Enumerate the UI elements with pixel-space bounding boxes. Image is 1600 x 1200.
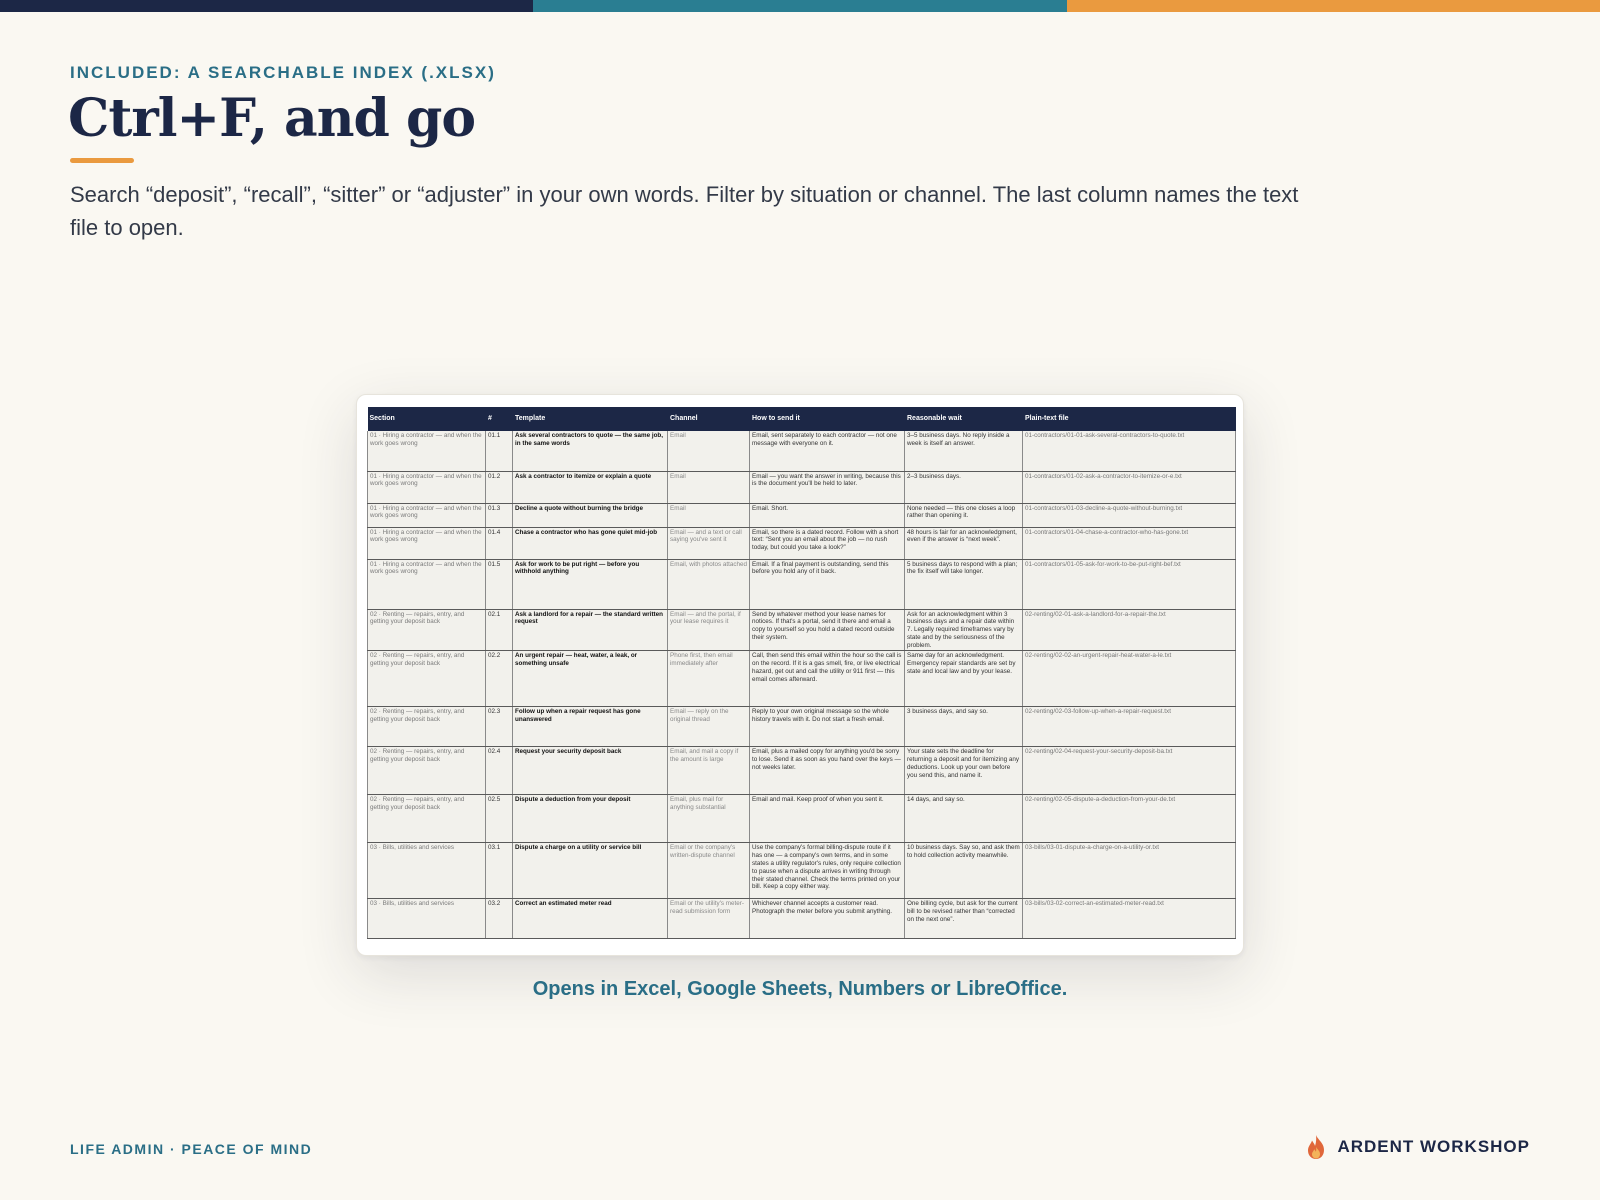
cell-how: Email, sent separately to each contractor — not one message with everyone on it.	[750, 431, 905, 471]
table-row	[368, 503, 1236, 527]
cell-section: 01 · Hiring a contractor — and when the work goes wrong	[368, 503, 486, 527]
cell-num: 03.1	[486, 843, 513, 899]
cell-template: Chase a contractor who has gone quiet mid-job	[513, 527, 668, 559]
sheet-column-header: Plain-text file	[1023, 407, 1236, 431]
cell-template: Request your security deposit back	[513, 747, 668, 795]
cell-num: 01.3	[486, 503, 513, 527]
cell-channel: Email	[668, 431, 750, 471]
cell-channel: Phone first, then email immediately after	[668, 651, 750, 707]
cell-template: Correct an estimated meter read	[513, 899, 668, 939]
title-underline	[70, 158, 134, 163]
cell-file: 02-renting/02-01-ask-a-landlord-for-a-repair-the.txt	[1023, 609, 1236, 651]
cell-file: 03-bills/03-01-dispute-a-charge-on-a-utility-or.txt	[1023, 843, 1236, 899]
cell-file: 02-renting/02-03-follow-up-when-a-repair-request.txt	[1023, 707, 1236, 747]
apps-caption: Opens in Excel, Google Sheets, Numbers or LibreOffice.	[532, 978, 1068, 1000]
spreadsheet-preview-card	[356, 394, 1244, 956]
cell-section: 01 · Hiring a contractor — and when the work goes wrong	[368, 559, 486, 609]
sheet-column-header: Reasonable wait	[905, 407, 1023, 431]
top-color-bar	[0, 0, 1600, 12]
cell-section: 02 · Renting — repairs, entry, and getting your deposit back	[368, 747, 486, 795]
cell-section: 01 · Hiring a contractor — and when the work goes wrong	[368, 527, 486, 559]
table-row	[368, 795, 1236, 843]
table-row	[368, 747, 1236, 795]
cell-num: 01.1	[486, 431, 513, 471]
cell-template: Dispute a deduction from your deposit	[513, 795, 668, 843]
sheet-column-header: How to send it	[750, 407, 905, 431]
footer-tagline: LIFE ADMIN · PEACE OF MIND	[70, 1141, 313, 1157]
cell-file: 02-renting/02-04-request-your-security-deposit-ba.txt	[1023, 747, 1236, 795]
cell-num: 02.4	[486, 747, 513, 795]
cell-channel: Email — reply on the original thread	[668, 707, 750, 747]
cell-wait: Ask for an acknowledgment within 3 business days and a repair date within 7. Legally required timeframes vary by state and by the seriousness of the problem.	[905, 609, 1023, 651]
cell-template: Ask several contractors to quote — the same job, in the same words	[513, 431, 668, 471]
cell-how: Email and mail. Keep proof of when you sent it.	[750, 795, 905, 843]
cell-template: Ask a landlord for a repair — the standard written request	[513, 609, 668, 651]
cell-how: Email. If a final payment is outstanding, send this before you hold any of it back.	[750, 559, 905, 609]
table-row	[368, 899, 1236, 939]
cell-num: 02.1	[486, 609, 513, 651]
cell-num: 01.2	[486, 471, 513, 503]
top-bar-orange-segment	[1067, 0, 1600, 12]
cell-template: Ask a contractor to itemize or explain a quote	[513, 471, 668, 503]
cell-section: 01 · Hiring a contractor — and when the work goes wrong	[368, 431, 486, 471]
brand-name: ARDENT WORKSHOP	[1337, 1137, 1530, 1156]
cell-wait: 3 business days, and say so.	[905, 707, 1023, 747]
brand-lockup	[1305, 1134, 1530, 1160]
sheet-body	[368, 431, 1236, 939]
cell-channel: Email	[668, 471, 750, 503]
cell-how: Call, then send this email within the hour so the call is on the record. If it is a gas smell, fire, or live electrical hazard, get out and call the utility or 911 first — this email comes afterward.	[750, 651, 905, 707]
cell-file: 03-bills/03-02-correct-an-estimated-meter-read.txt	[1023, 899, 1236, 939]
cell-channel: Email, plus mail for anything substantial	[668, 795, 750, 843]
top-bar-teal-segment	[533, 0, 1066, 12]
cell-section: 01 · Hiring a contractor — and when the work goes wrong	[368, 471, 486, 503]
table-row	[368, 527, 1236, 559]
cell-template: Ask for work to be put right — before you withhold anything	[513, 559, 668, 609]
cell-how: Email, so there is a dated record. Follow with a short text: “Sent you an email about the job — no rush today, but could you take a look?”	[750, 527, 905, 559]
cell-wait: One billing cycle, but ask for the current bill to be revised rather than “corrected on the next one”.	[905, 899, 1023, 939]
cell-file: 01-contractors/01-04-chase-a-contractor-who-has-gone.txt	[1023, 527, 1236, 559]
sheet-column-header: Section	[368, 407, 486, 431]
cell-num: 03.2	[486, 899, 513, 939]
cell-channel: Email — and a text or call saying you've sent it	[668, 527, 750, 559]
cell-channel: Email, and mail a copy if the amount is large	[668, 747, 750, 795]
cell-num: 02.5	[486, 795, 513, 843]
table-row	[368, 843, 1236, 899]
cell-file: 01-contractors/01-03-decline-a-quote-without-burning.txt	[1023, 503, 1236, 527]
cell-section: 03 · Bills, utilities and services	[368, 843, 486, 899]
cell-template: Dispute a charge on a utility or service bill	[513, 843, 668, 899]
cell-file: 01-contractors/01-02-ask-a-contractor-to-itemize-or-e.txt	[1023, 471, 1236, 503]
cell-wait: 10 business days. Say so, and ask them to hold collection activity meanwhile.	[905, 843, 1023, 899]
table-row	[368, 609, 1236, 651]
cell-template: An urgent repair — heat, water, a leak, or something unsafe	[513, 651, 668, 707]
cell-channel: Email or the company's written-dispute channel	[668, 843, 750, 899]
sheet-column-header: #	[486, 407, 513, 431]
sheet-column-header: Template	[513, 407, 668, 431]
cell-wait: 2–3 business days.	[905, 471, 1023, 503]
cell-wait: 48 hours is fair for an acknowledgment, even if the answer is “next week”.	[905, 527, 1023, 559]
cell-template: Decline a quote without burning the bridge	[513, 503, 668, 527]
cell-how: Whichever channel accepts a customer read. Photograph the meter before you submit anything.	[750, 899, 905, 939]
sheet-header-row	[368, 407, 1236, 431]
cell-section: 02 · Renting — repairs, entry, and getting your deposit back	[368, 707, 486, 747]
cell-num: 01.5	[486, 559, 513, 609]
table-row	[368, 559, 1236, 609]
cell-channel: Email or the utility's meter-read submission form	[668, 899, 750, 939]
flame-icon	[1305, 1134, 1327, 1160]
cell-file: 01-contractors/01-05-ask-for-work-to-be-put-right-bef.txt	[1023, 559, 1236, 609]
cell-file: 02-renting/02-05-dispute-a-deduction-from-your-de.txt	[1023, 795, 1236, 843]
cell-channel: Email, with photos attached	[668, 559, 750, 609]
table-row	[368, 707, 1236, 747]
cell-how: Email. Short.	[750, 503, 905, 527]
table-row	[368, 651, 1236, 707]
table-row	[368, 471, 1236, 503]
cell-how: Email — you want the answer in writing, because this is the document you'll be held to later.	[750, 471, 905, 503]
cell-num: 01.4	[486, 527, 513, 559]
cell-channel: Email — and the portal, if your lease requires it	[668, 609, 750, 651]
cell-file: 02-renting/02-02-an-urgent-repair-heat-water-a-le.txt	[1023, 651, 1236, 707]
top-bar-navy-segment	[0, 0, 533, 12]
cell-wait: None needed — this one closes a loop rather than opening it.	[905, 503, 1023, 527]
cell-file: 01-contractors/01-01-ask-several-contractors-to-quote.txt	[1023, 431, 1236, 471]
cell-num: 02.2	[486, 651, 513, 707]
sheet-column-header: Channel	[668, 407, 750, 431]
eyebrow-label: INCLUDED: A SEARCHABLE INDEX (.XLSX)	[70, 63, 496, 82]
cell-section: 03 · Bills, utilities and services	[368, 899, 486, 939]
cell-section: 02 · Renting — repairs, entry, and getting your deposit back	[368, 651, 486, 707]
cell-how: Reply to your own original message so the whole history travels with it. Do not start a fresh email.	[750, 707, 905, 747]
cell-section: 02 · Renting — repairs, entry, and getting your deposit back	[368, 795, 486, 843]
cell-how: Use the company's formal billing-dispute route if it has one — a company's own terms, and in some states a utility regulator's rules, only require collection to pause when a dispute arrives in writing through their stated channel. Check the terms printed on your bill. Keep a copy either way.	[750, 843, 905, 899]
cell-channel: Email	[668, 503, 750, 527]
cell-wait: 3–5 business days. No reply inside a week is itself an answer.	[905, 431, 1023, 471]
lede-paragraph: Search “deposit”, “recall”, “sitter” or “adjuster” in your own words. Filter by situation or channel. The last column names the text file to open.	[70, 182, 1299, 240]
cell-wait: 5 business days to respond with a plan; the fix itself will take longer.	[905, 559, 1023, 609]
index-spreadsheet	[367, 407, 1236, 939]
cell-num: 02.3	[486, 707, 513, 747]
cell-wait: Your state sets the deadline for returning a deposit and for itemizing any deductions. Look up your own before you send this, and name it.	[905, 747, 1023, 795]
cell-section: 02 · Renting — repairs, entry, and getting your deposit back	[368, 609, 486, 651]
table-row	[368, 431, 1236, 471]
cell-how: Send by whatever method your lease names for notices. If that's a portal, send it there and email a copy to yourself so you hold a dated record outside their system.	[750, 609, 905, 651]
cell-wait: 14 days, and say so.	[905, 795, 1023, 843]
cell-how: Email, plus a mailed copy for anything you'd be sorry to lose. Send it as soon as you hand over the keys — not weeks later.	[750, 747, 905, 795]
page-title: Ctrl+F, and go	[68, 88, 476, 149]
cell-wait: Same day for an acknowledgment. Emergency repair standards are set by state and local law and by your lease.	[905, 651, 1023, 707]
cell-template: Follow up when a repair request has gone unanswered	[513, 707, 668, 747]
